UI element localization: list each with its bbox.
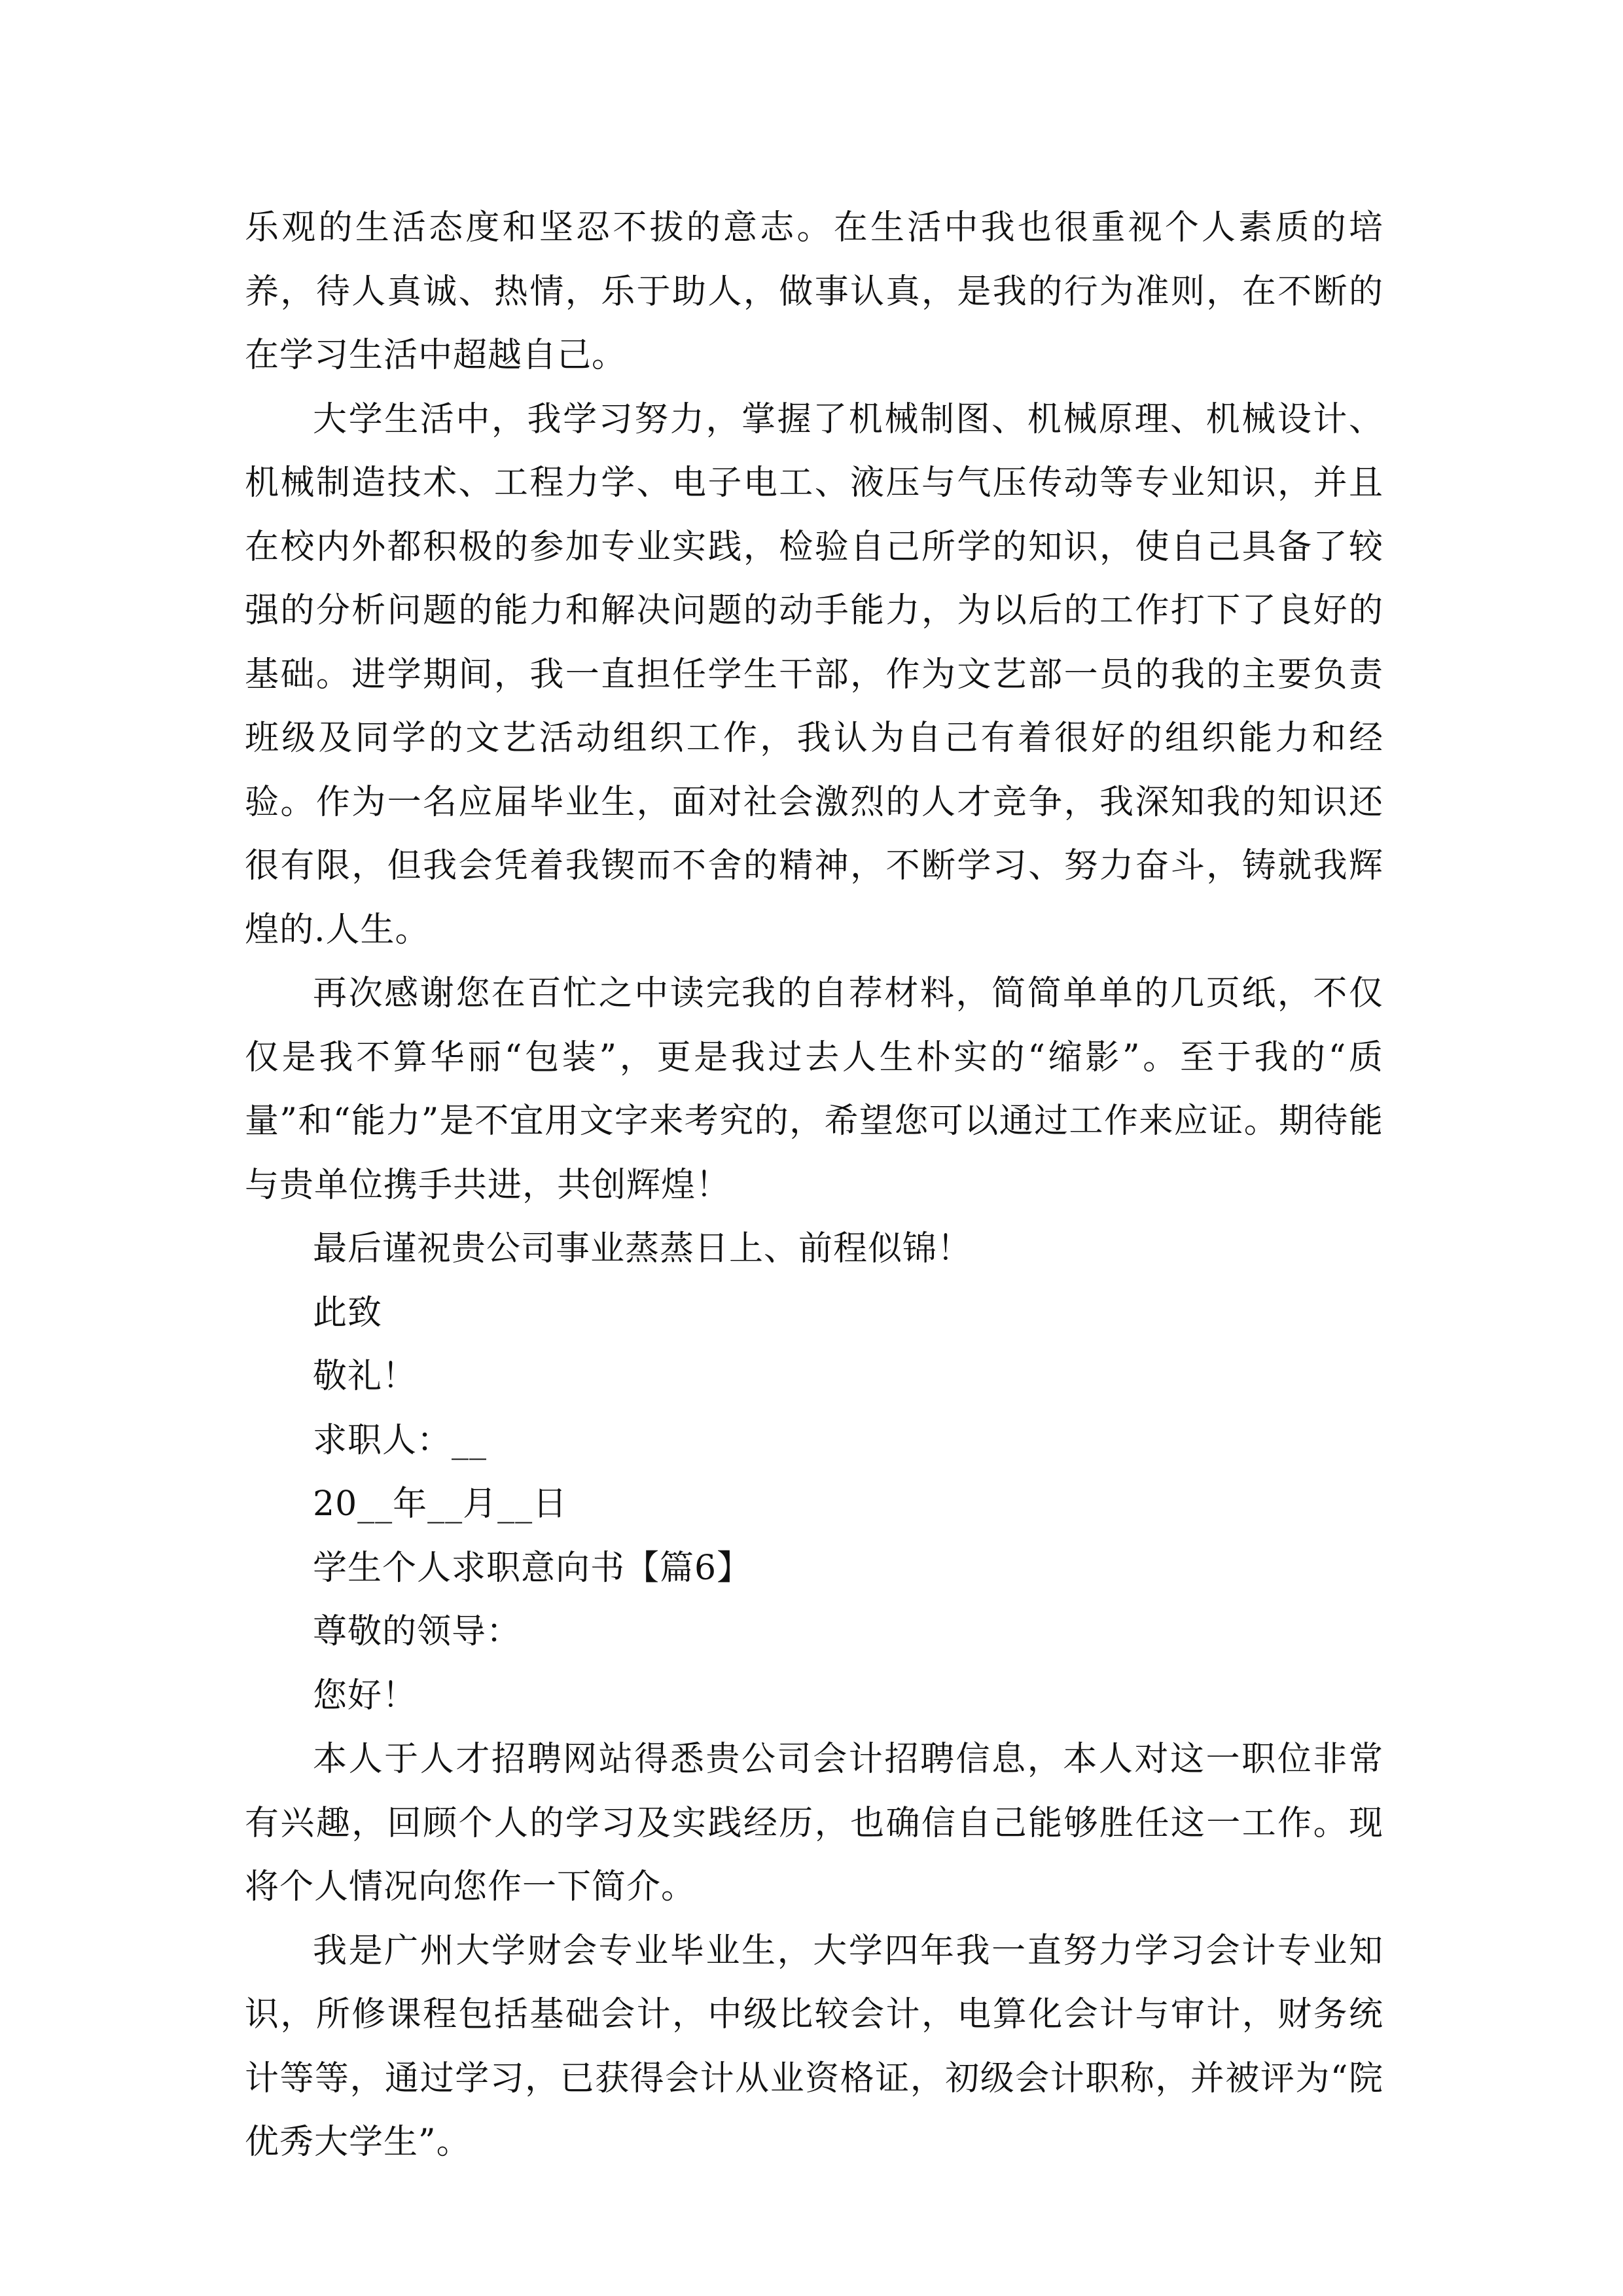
paragraph-background: 我是广州大学财会专业毕业生，大学四年我一直努力学习会计专业知识，所修课程包括基础会计，中级比较会计，电算化会计与审计，财务统计等等，通过学习，已获得会计从业资格证，初级会计职称，并被评为“院优秀大学生”。	[245, 1931, 1383, 2162]
date-line: 20__年__月__日	[313, 1484, 568, 1524]
paragraph-thanks: 再次感谢您在百忙之中读完我的自荐材料，简简单单的几页纸，不仅仅是我不算华丽“包装”，更是我过去人生朴实的“缩影”。至于我的“质量”和“能力”是不宜用文字来考究的，希望您可以通过工作来应证。期待能与贵单位携手共进，共创辉煌！	[245, 974, 1383, 1205]
applicant-signature: 求职人：__	[313, 1420, 488, 1460]
paragraph-intro: 本人于人才招聘网站得悉贵公司会计招聘信息，本人对这一职位非常有兴趣，回顾个人的学习及实践经历，也确信自己能够胜任这一工作。现将个人情况向您作一下简介。	[245, 1740, 1383, 1907]
section-heading: 学生个人求职意向书【篇6】	[313, 1548, 752, 1588]
salutation-jingli: 敬礼！	[313, 1357, 418, 1396]
greeting-hello: 您好！	[313, 1676, 418, 1715]
paragraph-education: 大学生活中，我学习努力，掌握了机械制图、机械原理、机械设计、机械制造技术、工程力学、电子电工、液压与气压传动等专业知识，并且在校内外都积极的参加专业实践，检验自己所学的知识，使自己具备了较强的分析问题的能力和解决问题的动手能力，为以后的工作打下了良好的基础。进学期间，我一直担任学生干部，作为文艺部一员的我的主要负责班级及同学的文艺活动组织工作，我认为自己有着很好的组织能力和经验。作为一名应届毕业生，面对社会激烈的人才竞争，我深知我的知识还很有限，但我会凭着我锲而不舍的精神，不断学习、努力奋斗，铸就我辉煌的.人生。	[245, 399, 1383, 950]
paragraph-continuation: 乐观的生活态度和坚忍不拔的意志。在生活中我也很重视个人素质的培养，待人真诚、热情，乐于助人，做事认真，是我的行为准则，在不断的在学习生活中超越自己。	[245, 208, 1383, 375]
closing-wish: 最后谨祝贵公司事业蒸蒸日上、前程似锦！	[313, 1229, 972, 1268]
salutation-cizhi: 此致	[313, 1293, 383, 1333]
document-body	[245, 196, 1383, 2175]
greeting-leader: 尊敬的领导：	[313, 1612, 522, 1651]
